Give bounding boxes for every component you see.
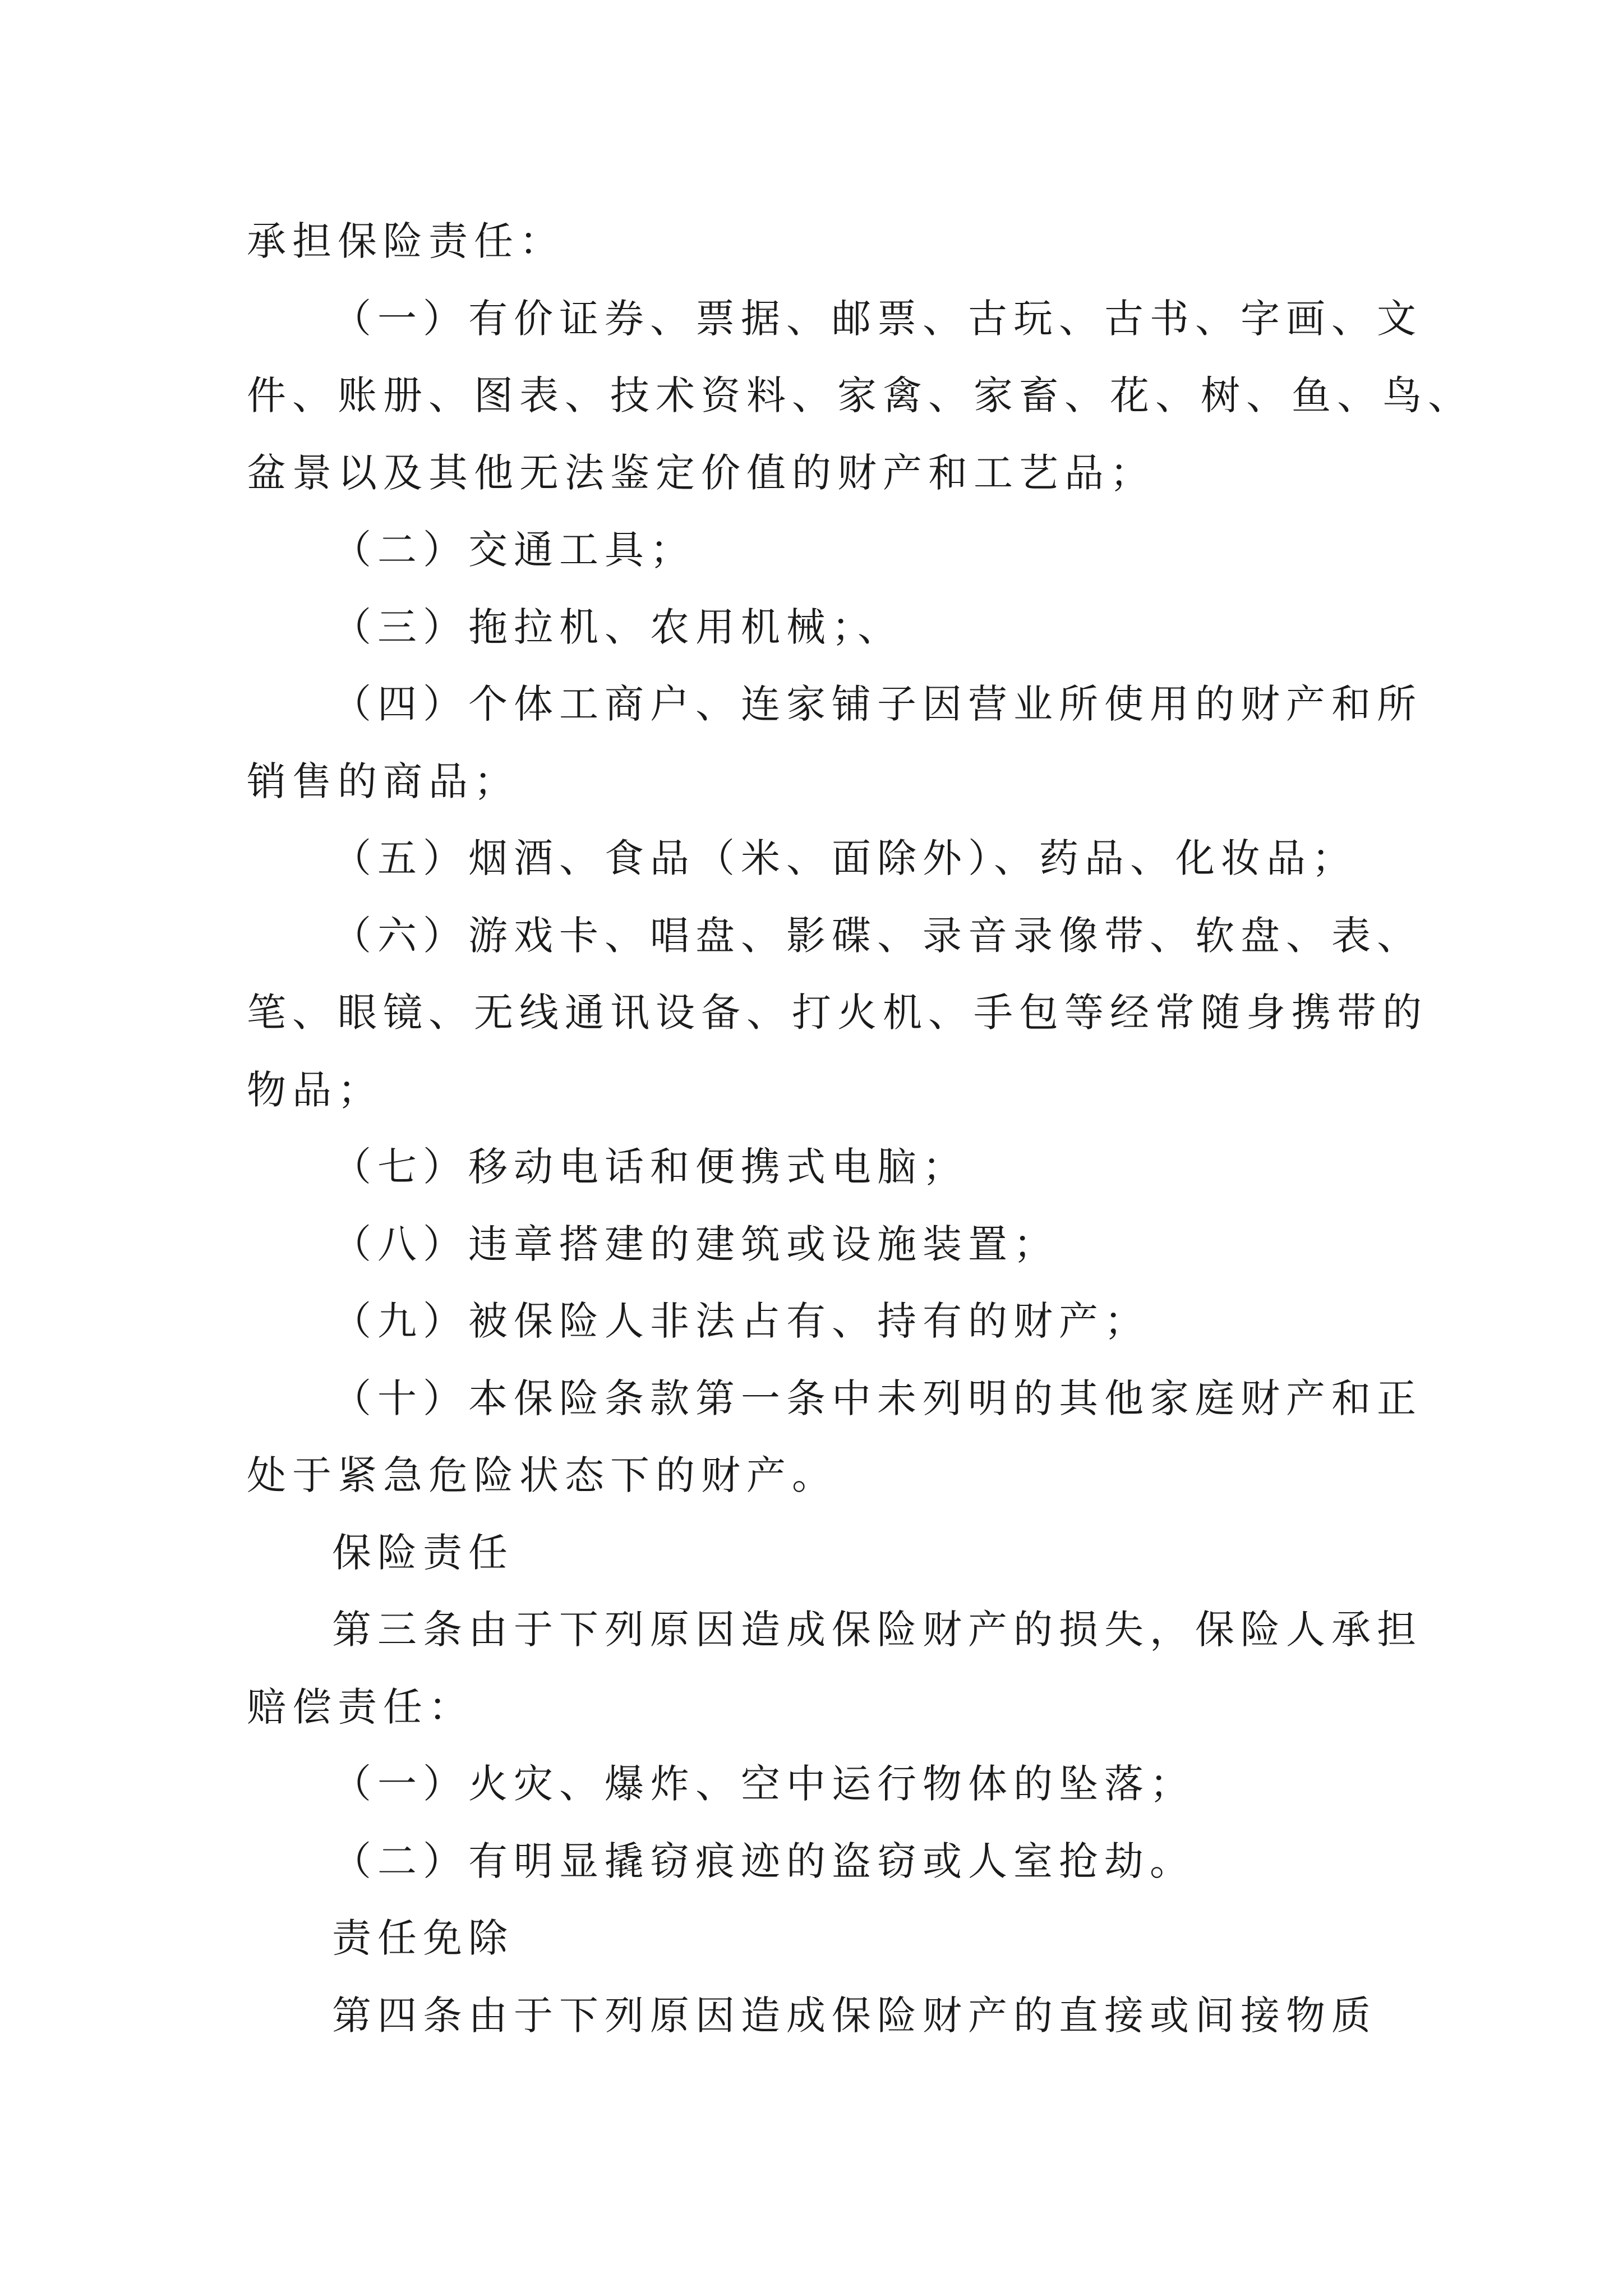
list-item-line: （八）违章搭建的建筑或设施装置； — [332, 1221, 1059, 1267]
body-text-line: 承担保险责任： — [247, 218, 565, 264]
article-line: 第三条由于下列原因造成保险财产的损失，保险人承担 — [332, 1607, 1422, 1653]
list-item-line: （二）有明显撬窃痕迹的盗窃或人室抢劫。 — [332, 1838, 1195, 1884]
list-item-continuation: 笔、眼镜、无线通讯设备、打火机、手包等经常随身携带的 — [247, 990, 1428, 1036]
list-item-continuation: 物品； — [247, 1067, 383, 1113]
article-line: 第四条由于下列原因造成保险财产的直接或间接物质 — [332, 1993, 1377, 2039]
list-item-line: （七）移动电话和便携式电脑； — [332, 1144, 968, 1190]
list-item-line: （十）本保险条款第一条中未列明的其他家庭财产和正 — [332, 1375, 1422, 1421]
list-item-line: （六）游戏卡、唱盘、影碟、录音录像带、软盘、表、 — [332, 913, 1422, 959]
list-item-line: （五）烟酒、食品（米、面除外）、药品、化妆品； — [332, 835, 1357, 881]
article-continuation: 赔偿责任： — [247, 1684, 474, 1730]
list-item-line: （一）火灾、爆炸、空中运行物体的坠落； — [332, 1761, 1195, 1807]
section-heading: 保险责任 — [332, 1530, 514, 1576]
list-item-line: （一）有价证券、票据、邮票、古玩、古书、字画、文 — [332, 296, 1422, 342]
list-item-continuation: 销售的商品； — [247, 758, 519, 804]
list-item-continuation: 件、账册、图表、技术资料、家禽、家畜、花、树、鱼、鸟、 — [247, 372, 1473, 418]
list-item-line: （九）被保险人非法占有、持有的财产； — [332, 1298, 1150, 1344]
list-item-line: （二）交通工具； — [332, 527, 695, 573]
list-item-continuation: 处于紧急危险状态下的财产。 — [247, 1452, 837, 1498]
list-item-continuation: 盆景以及其他无法鉴定价值的财产和工艺品； — [247, 450, 1155, 496]
list-item-line: （四）个体工商户、连家铺子因营业所使用的财产和所 — [332, 681, 1422, 727]
list-item-line: （三）拖拉机、农用机械；、 — [332, 604, 903, 650]
section-heading: 责任免除 — [332, 1915, 514, 1961]
